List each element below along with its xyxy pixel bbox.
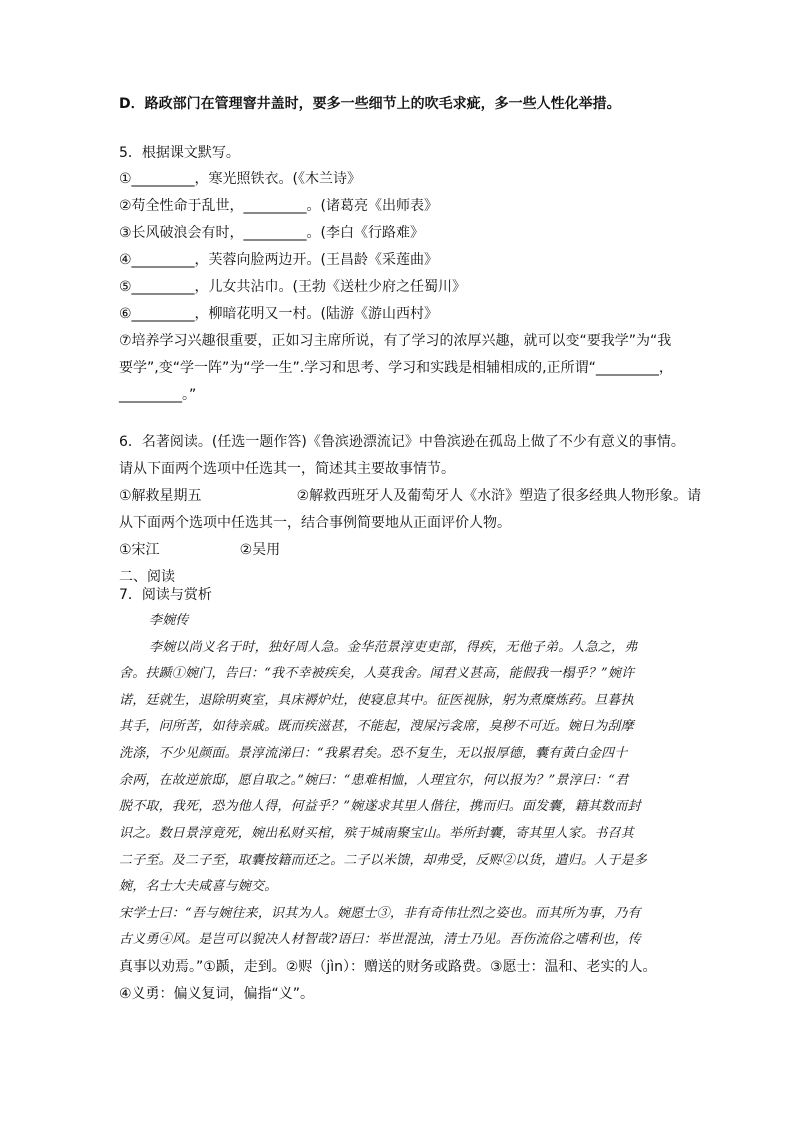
question-5-item-3: ③长风破浪会有时，_________。(李白《行路难》 [119,225,425,241]
question-4-option-d: D．路政部门在管理窨井盖时，要多一些细节上的吹毛求疵，多一些人性化举措。 [119,96,621,112]
question-5-item-4: ④_________，芙蓉向脸两边开。(王昌龄《采莲曲》 [119,252,439,268]
commentary-line-1: 宋学士曰：“吾与婉往来，识其为人。婉愿士③，非有奇伟壮烈之姿也。而其所为事，乃有 [119,906,641,921]
question-6-choice-1: ①宋江 [119,542,160,558]
question-6-choices-line [119,540,280,560]
question-5-item-2: ②苟全性命于乱世，_________。(诸葛亮《出师表》 [119,198,439,214]
passage-title: 李婉传 [149,613,189,628]
passage-line-9: 二子至。及二子至，取囊按籍而还之。二子以米馈，却弗受，反赆②以货，遣归。人于是多 [119,853,648,868]
question-5-item-6: ⑥_________，柳暗花明又一村。(陆游《游山西村》 [119,306,439,322]
question-6-choice-2: ②吴用 [239,542,281,558]
question-5-heading: 5．根据课文默写。 [119,145,240,161]
passage-line-7: 脱不取，我死，恐为他人得，何益乎？”婉遂求其里人偕往，携而归。面发囊，籍其数而封 [119,799,641,814]
footnote-4: ④义勇：偏义复词，偏指“义”。 [119,986,315,1002]
question-5-item-7-line-1: ⑦培养学习兴趣很重要，正如习主席所说，有了学习的浓厚兴趣，就可以变“要我学”为“我 [119,333,672,349]
passage-line-5: 洗涤，不少见颜面。景淳流涕曰：“我累君矣。恐不复生，无以报厚德，囊有黄白金四十 [119,746,628,761]
passage-line-10: 婉，名士大夫咸喜与婉交。 [119,879,278,894]
commentary-line-3: 真事以劝焉。”①踬，走到。②赆（jìn）：赠送的财务或路费。③愿士：温和、老实的人。 [119,959,657,975]
question-7-heading: 7．阅读与赏析 [119,587,212,603]
question-6-option-1: ①解救星期五 [119,488,202,504]
question-6-option-2: ②解救西班牙人及葡萄牙人《水浒》塑造了很多经典人物形象。请 [296,488,702,504]
passage-line-2: 舍。扶踬①婉门，告曰：“我不幸被疾矣，人莫我舍。闻君义甚高，能假我一榻乎？”婉许 [119,666,635,681]
question-5-item-1: ①_________，寒光照铁衣。(《木兰诗》 [119,171,362,187]
question-6-line-1: 6．名著阅读。(任选一题作答)《鲁滨逊漂流记》中鲁滨逊在孤岛上做了不少有意义的事情。 [119,434,685,450]
question-6-line-4: 从下面两个选项中任选其一，结合事例简要地从正面评价人物。 [119,515,511,531]
question-5-item-7-line-3: _________。” [119,387,197,403]
section-2-heading: 二、阅读 [119,569,175,585]
passage-line-4: 其手，问所苦，如待亲戚。既而疾滋甚，不能起，溲屎污衾席，臭秽不可近。婉日为刮摩 [119,719,634,734]
commentary-line-2: 古义勇④风。是岂可以貌决人材智哉?语曰：举世混浊，清士乃见。吾伤流俗之嗜利也，传 [119,932,641,947]
passage-line-6: 余两，在故逆旅邸，愿自取之。”婉曰：“患难相恤，人理宜尔，何以报为？”景淳曰：“君 [119,773,629,788]
question-5-item-5: ⑤_________，儿女共沾巾。(王勃《送杜少府之任蜀川》 [119,279,467,295]
question-5-item-7-line-2: 要学”,变“学一阵”为“学一生”.学习和思考、学习和实践是相辅相成的,正所谓“_________， [119,360,673,376]
question-6-line-2: 请从下面两个选项中任选其一，简述其主要故事情节。 [119,461,455,477]
passage-line-8: 识之。数日景淳竟死，婉出私财买棺，殡于城南聚宝山。举所封囊，寄其里人家。书召其 [119,826,634,841]
question-6-options-line [119,486,701,506]
passage-line-3: 诺，廷就生，退除明爽室，具床褥炉灶，使寝息其中。征医视脉，躬为煮糜炼药。旦暮执 [119,693,634,708]
passage-line-1: 李婉以尚义名于时，独好周人急。金华范景淳吏吏部，得疾，无他子弟。人急之，弗 [149,640,638,655]
